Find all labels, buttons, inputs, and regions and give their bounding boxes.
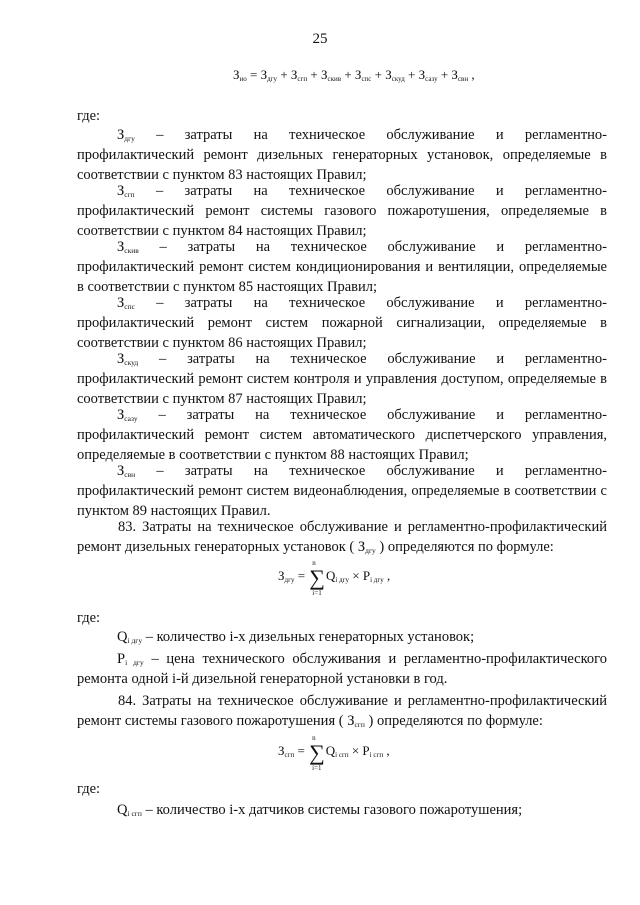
- def-p-dgu-rest: ремонта одной i-й дизельной генераторной установки в год.: [77, 671, 448, 687]
- def-dgu-line1: $З_{дгу}$ – затраты на техническое обслуживание и регламентно-: [117, 127, 607, 143]
- def-svn-line1: $З_{свн}$ – затраты на техническое обслуживание и регламентно-: [117, 463, 607, 479]
- clause-84-line1: 84. Затраты на техническое обслуживание и регламентно-профилактический: [118, 693, 607, 709]
- where-label-1: где:: [77, 108, 101, 124]
- def-sps-line1: $З_{спс}$ – затраты на техническое обслуживание и регламентно-: [117, 295, 607, 311]
- clause-83-line2: ремонт дизельных генераторных установок ( $З_{дгу}$ ) определяются по формуле:: [77, 539, 554, 555]
- formula-main: $З_{ио} = З_{дгу} + З_{сгп} + З_{скив} + З_{спс} + З_{скуд} + З_{сазу} + З_{свн}$ ,: [233, 67, 475, 83]
- formula-84: $З_{сгп}$ = ∑ n i=1 $Q_{i сгп} \times P_{i сгп}$ ,: [278, 734, 390, 772]
- page-number: 25: [312, 31, 328, 47]
- def-skiv-rest: профилактический ремонт систем кондиционирования и вентиляции, определяемые в соответствии с пунктом 85 настоящих Правил;: [77, 259, 607, 295]
- where-label-3: где:: [77, 781, 101, 797]
- def-sadu-rest: профилактический ремонт систем автоматического диспетчерского управления, определяемые в соответствии с пунктом 88 настоящих Правил;: [77, 427, 607, 463]
- def-skud-rest: профилактический ремонт систем контроля и управления доступом, определяемые в соответствии с пунктом 87 настоящих Правил;: [77, 371, 607, 407]
- def-q-dgu: $Q_{i дгу}$ – количество i-х дизельных генераторных установок;: [117, 629, 475, 645]
- def-svn-rest: профилактический ремонт систем видеонаблюдения, определяемые в соответствии с пунктом 89 настоящих Правил.: [77, 483, 607, 519]
- def-sgp-line1: $З_{сгп}$ – затраты на техническое обслуживание и регламентно-: [117, 183, 607, 199]
- def-sgp-rest: профилактический ремонт системы газового пожаротушения, определяемые в соответствии с пунктом 84 настоящих Правил;: [77, 203, 607, 239]
- def-skud-line1: $З_{скуд}$ – затраты на техническое обслуживание и регламентно-: [117, 351, 607, 367]
- def-q-sgp: $Q_{i сгп}$ – количество i-х датчиков системы газового пожаротушения;: [117, 802, 523, 818]
- def-skiv-line1: $З_{скив}$ – затраты на техническое обслуживание и регламентно-: [117, 239, 608, 255]
- def-dgu-rest: профилактический ремонт дизельных генераторных установок, определяемые в соответствии с пунктом 83 настоящих Правил;: [77, 147, 607, 183]
- where-label-2: где:: [77, 610, 101, 626]
- def-p-dgu-line1: $P_{i дгу}$ – цена технического обслуживания и регламентно-профилактического: [117, 651, 607, 667]
- def-sadu-line1: $З_{сазу}$ – затраты на техническое обслуживание и регламентно-: [117, 407, 607, 423]
- def-sps-rest: профилактический ремонт систем пожарной сигнализации, определяемые в соответствии с пунктом 86 настоящих Правил;: [77, 315, 607, 351]
- clause-84-line2: ремонт системы газового пожаротушения ( $З_{сгп}$ ) определяются по формуле:: [77, 713, 543, 729]
- formula-83: $З_{дгу}$ = ∑ n i=1 $Q_{i дгу} \times P_{i дгу}$ ,: [278, 559, 391, 597]
- clause-83-line1: 83. Затраты на техническое обслуживание и регламентно-профилактический: [118, 519, 607, 535]
